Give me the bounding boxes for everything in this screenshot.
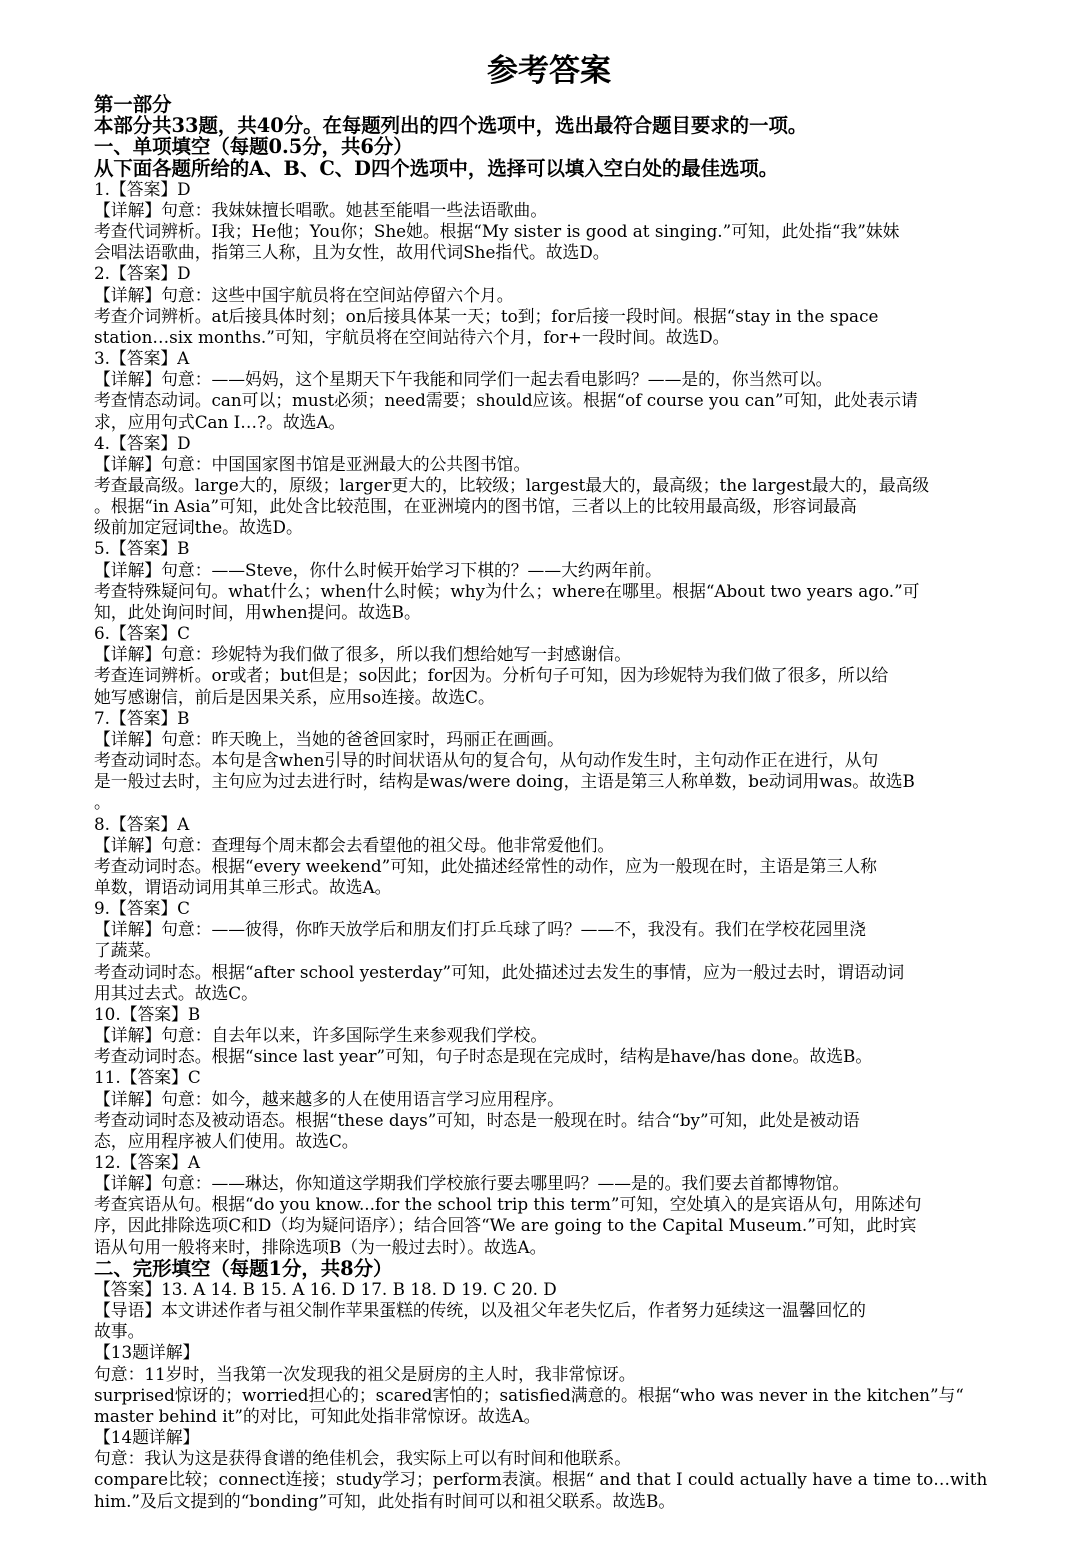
text-line: 考查介词辨析。at后接具体时刻；on后接具体某一天；to到；for后接一段时间。根据“stay in the space <box>94 305 879 326</box>
section-single-choice <box>94 136 1004 1257</box>
section-lines <box>94 1279 1004 1512</box>
text-line: 考查情态动词。can可以；must必须；need需要；should应该。根据“of course you can”可知，此处表示请 <box>94 390 918 411</box>
text-line: 会唱法语歌曲，指第三人称，且为女性，故用代词She指代。故选D。 <box>94 242 610 263</box>
text-line: station…six months.”可知，宇航员将在空间站待六个月，for+一段时间。故选D。 <box>94 326 730 347</box>
text-line: master behind it”的对比，可知此处指非常惊讶。故选A。 <box>94 1405 541 1426</box>
text-line: 求，应用句式Can I…?。故选A。 <box>94 411 346 432</box>
text-line: 考查连词辨析。or或者；but但是；so因此；for因为。分析句子可知，因为珍妮特为我们做了很多，所以给 <box>94 665 889 686</box>
text-line: 5.【答案】B <box>94 538 190 559</box>
text-line: 11.【答案】C <box>94 1067 201 1088</box>
text-line: 【详解】句意：昨天晚上，当她的爸爸回家时，玛丽正在画画。 <box>94 728 564 749</box>
text-line: 是一般过去时，主句应为过去进行时，结构是was/were doing，主语是第三人称单数，be动词用was。故选B <box>94 771 915 792</box>
text-line: 【详解】句意：——妈妈，这个星期天下午我能和同学们一起去看电影吗？——是的，你当然可以。 <box>94 369 833 390</box>
section-instruction: 从下面各题所给的A、B、C、D四个选项中，选择可以填入空白处的最佳选项。 <box>94 156 779 180</box>
text-line: 考查特殊疑问句。what什么；when什么时候；why为什么；where在哪里。根据“About two years ago.”可 <box>94 580 920 601</box>
text-line: 句意：11岁时，当我第一次发现我的祖父是厨房的主人时，我非常惊讶。 <box>94 1363 636 1384</box>
text-line: 【导语】本文讲述作者与祖父制作苹果蛋糕的传统，以及祖父年老失忆后，作者努力延续这一温馨回忆的 <box>94 1300 866 1321</box>
text-line: 考查代词辨析。I我；He他；You你；She她。根据“My sister is good at singing.”可知，此处指“我”妹妹 <box>94 221 900 242</box>
section-heading: 一、单项填空（每题0.5分，共6分） <box>94 135 413 159</box>
text-line: 。根据“in Asia”可知，此处含比较范围，在亚洲境内的图书馆，三者以上的比较用最高级，形容词最高 <box>94 496 857 517</box>
text-line: 故事。 <box>94 1321 145 1342</box>
text-line: 单数，谓语动词用其单三形式。故选A。 <box>94 876 392 897</box>
text-line: 了蔬菜。 <box>94 940 162 961</box>
part-heading: 第一部分 <box>94 93 172 116</box>
text-line: 2.【答案】D <box>94 263 191 284</box>
text-line: 【详解】句意：自去年以来，许多国际学生来参观我们学校。 <box>94 1025 548 1046</box>
section-lines <box>94 179 1004 1258</box>
text-line: 7.【答案】B <box>94 707 190 728</box>
text-line: 【详解】句意：这些中国宇航员将在空间站停留六个月。 <box>94 284 514 305</box>
text-line: compare比较；connect连接；study学习；perform表演。根据“ and that I could actually have a time to…with <box>94 1469 988 1490</box>
text-line: 句意：我认为这是获得食谱的绝佳机会，我实际上可以有时间和他联系。 <box>94 1448 632 1469</box>
text-line: 3.【答案】A <box>94 348 190 369</box>
page-title: 参考答案 <box>487 53 611 89</box>
text-line: 考查动词时态。根据“after school yesterday”可知，此处描述过去发生的事情，应为一般过去时，谓语动词 <box>94 961 905 982</box>
text-line: 【14题详解】 <box>94 1427 200 1448</box>
text-line: 序，因此排除选项C和D（均为疑问语序）；结合回答“We are going to the Capital Museum.”可知，此时宾 <box>94 1215 917 1236</box>
text-line: 考查动词时态。根据“every weekend”可知，此处描述经常性的动作，应为一般现在时，主语是第三人称 <box>94 855 877 876</box>
text-line: 【详解】句意：——琳达，你知道这学期我们学校旅行要去哪里吗？——是的。我们要去首都博物馆。 <box>94 1173 850 1194</box>
text-line: 语从句用一般将来时，排除选项B（为一般过去时）。故选A。 <box>94 1236 547 1257</box>
text-line: 【详解】句意：——彼得，你昨天放学后和朋友们打乒乓球了吗？——不，我没有。我们在学校花园里浇 <box>94 919 866 940</box>
text-line: 8.【答案】A <box>94 813 190 834</box>
text-line: 用其过去式。故选C。 <box>94 982 258 1003</box>
text-line: 考查宾语从句。根据“do you know...for the school trip this term”可知，空处填入的是宾语从句，用陈述句 <box>94 1194 922 1215</box>
text-line: 【详解】句意：——Steve，你什么时候开始学习下棋的？——大约两年前。 <box>94 559 662 580</box>
text-line: 9.【答案】C <box>94 898 190 919</box>
text-line: surprised惊讶的；worried担心的；scared害怕的；satisfied满意的。根据“who was never in the kitchen”与“ <box>94 1384 964 1405</box>
text-line: 。 <box>94 792 111 813</box>
text-line: 考查最高级。large大的，原级；larger更大的，比较级；largest最大的，最高级；the largest最大的，最高级 <box>94 475 930 495</box>
text-line: 【详解】句意：如今，越来越多的人在使用语言学习应用程序。 <box>94 1088 564 1109</box>
text-line: 12.【答案】A <box>94 1152 200 1172</box>
text-line: 考查动词时态。根据“since last year”可知，句子时态是现在完成时，结构是have/has done。故选B。 <box>94 1046 873 1067</box>
text-line: 【详解】句意：我妹妹擅长唱歌。她甚至能唱一些法语歌曲。 <box>94 199 548 220</box>
section-cloze <box>94 1258 1004 1512</box>
text-line: him.”及后文提到的“bonding”可知，此处指有时间可以和祖父联系。故选B。 <box>94 1490 676 1511</box>
text-line: 【详解】句意：中国国家图书馆是亚洲最大的公共图书馆。 <box>94 453 531 474</box>
text-line: 知，此处询问时间，用when提问。故选B。 <box>94 601 421 622</box>
text-line: 考查动词时态及被动语态。根据“these days”可知，时态是一般现在时。结合“by”可知，此处是被动语 <box>94 1109 860 1130</box>
text-line: 【13题详解】 <box>94 1342 200 1363</box>
text-line: 【详解】句意：查理每个周末都会去看望他的祖父母。他非常爱他们。 <box>94 834 615 855</box>
text-line: 1.【答案】D <box>94 178 191 199</box>
text-line: 6.【答案】C <box>94 623 190 644</box>
text-line: 她写感谢信，前后是因果关系，应用so连接。故选C。 <box>94 686 495 707</box>
text-line: 【详解】句意：珍妮特为我们做了很多，所以我们想给她写一封感谢信。 <box>94 644 632 665</box>
part-description: 本部分共33题，共40分。在每题列出的四个选项中，选出最符合题目要求的一项。 <box>94 114 808 138</box>
text-line: 10.【答案】B <box>94 1003 201 1024</box>
section-heading: 二、完形填空（每题1分，共8分） <box>94 1256 393 1280</box>
text-line: 态，应用程序被人们使用。故选C。 <box>94 1130 359 1151</box>
text-line: 4.【答案】D <box>94 432 191 453</box>
text-line: 考查动词时态。本句是含when引导的时间状语从句的复合句，从句动作发生时，主句动作正在进行，从句 <box>94 750 879 771</box>
text-line: 【答案】13. A 14. B 15. A 16. D 17. B 18. D 19. C 20. D <box>94 1278 557 1299</box>
text-line: 级前加定冠词the。故选D。 <box>94 517 303 538</box>
